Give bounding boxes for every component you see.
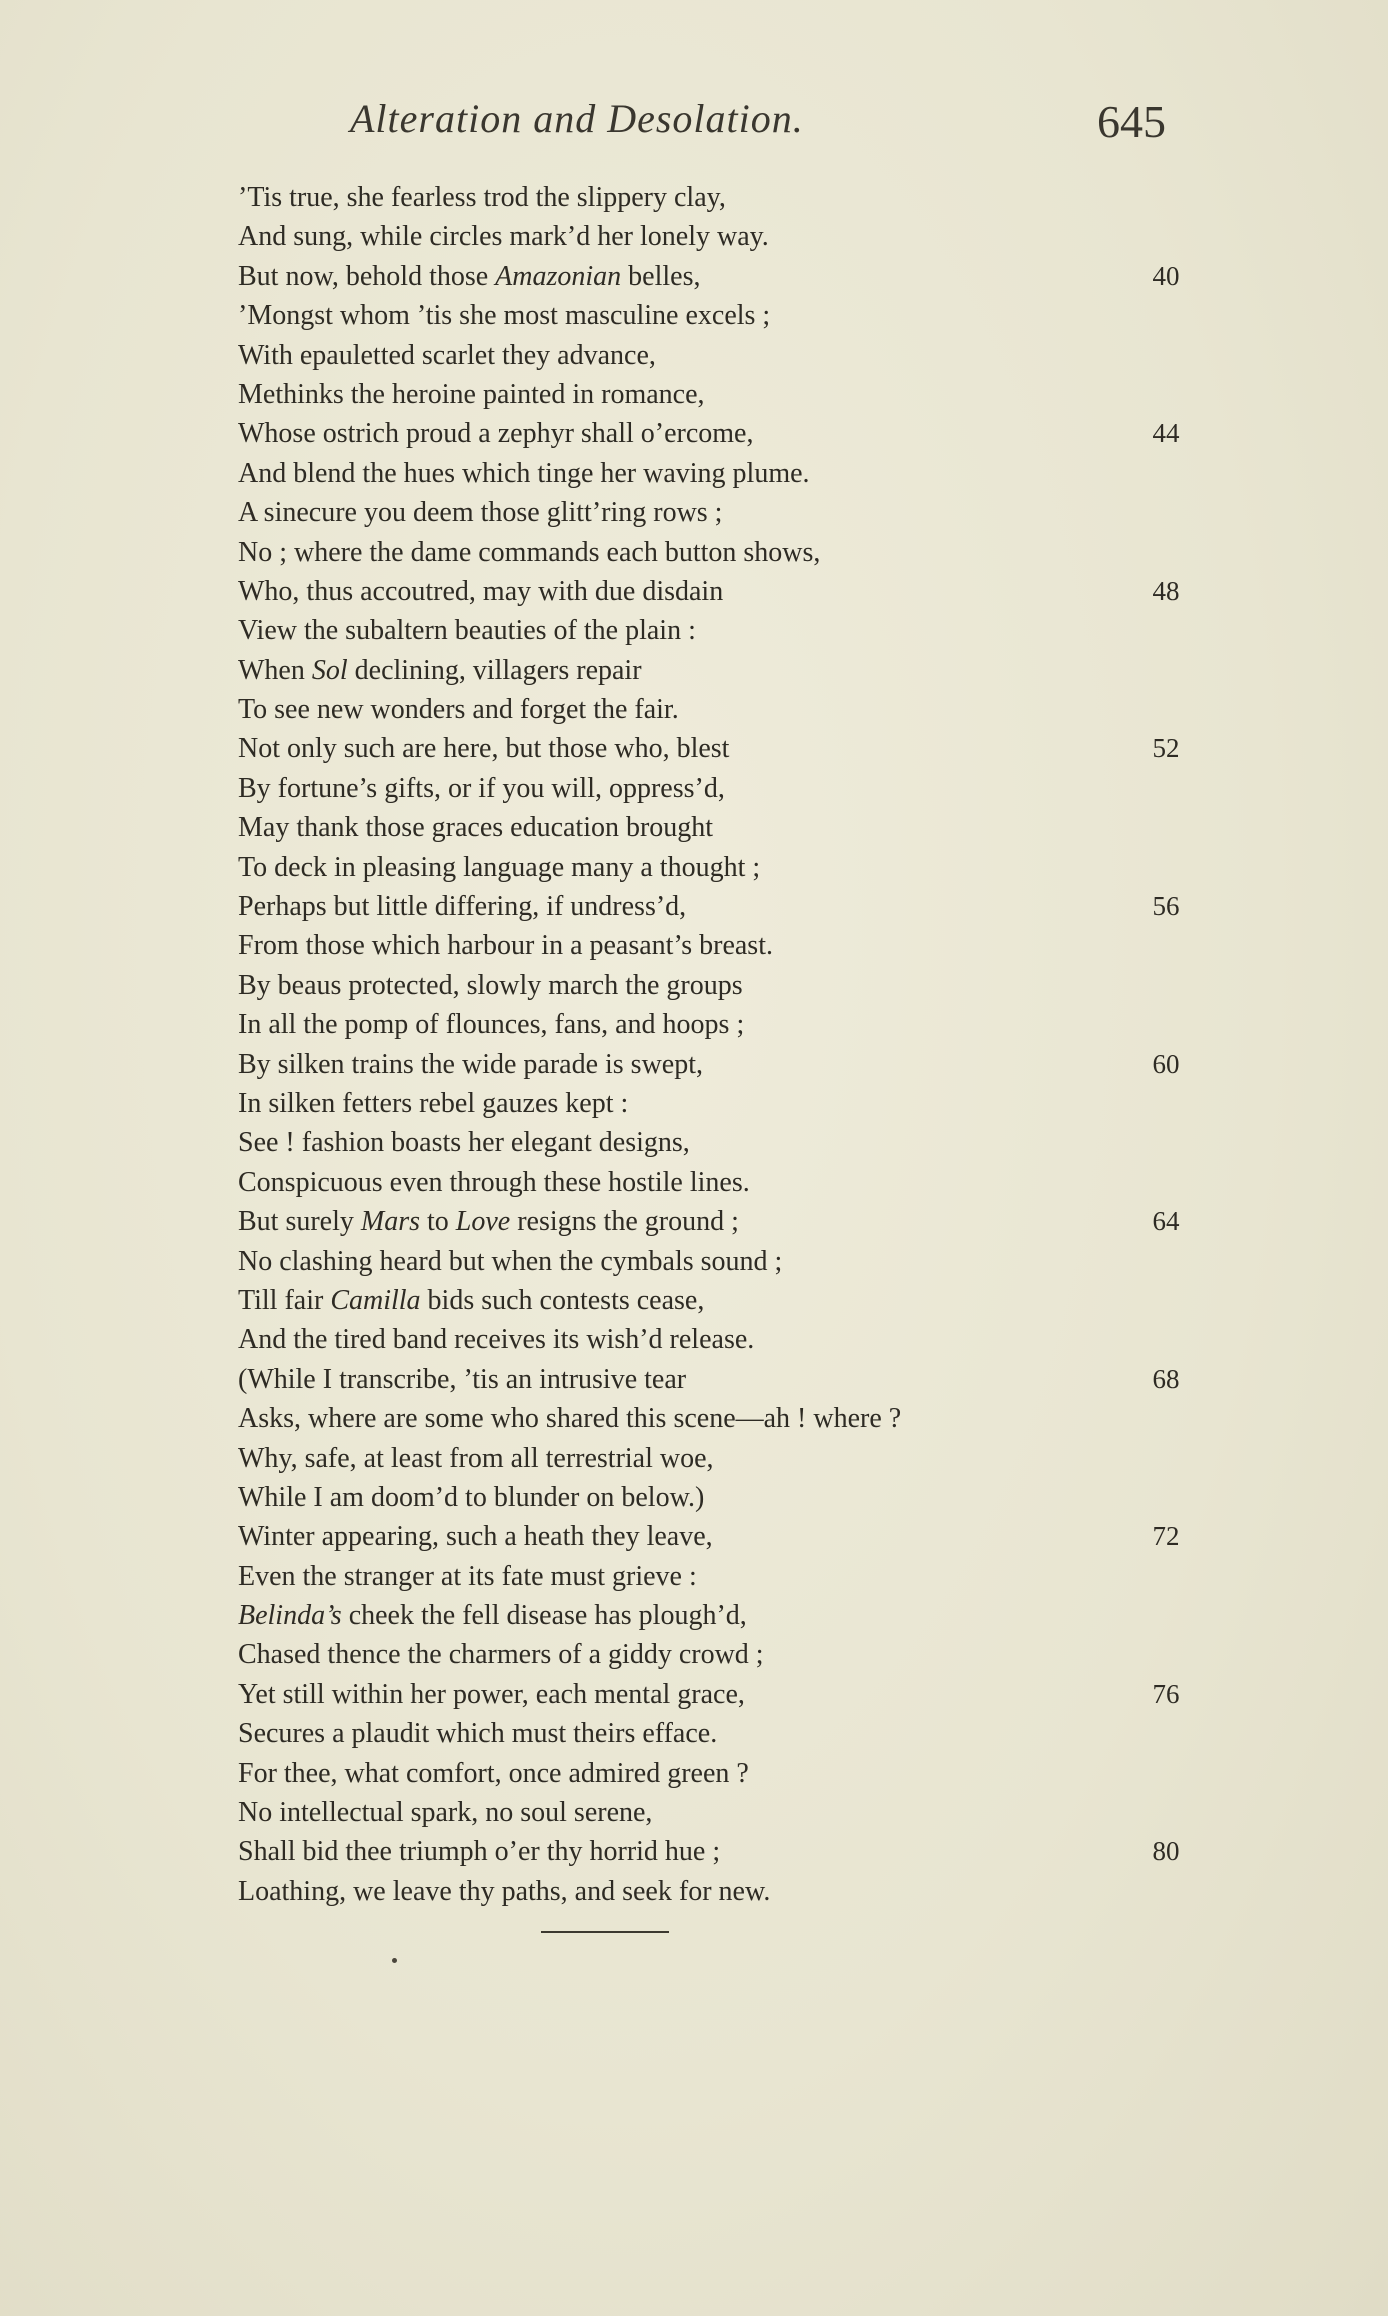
italic-segment: Belinda’s — [238, 1600, 342, 1632]
text-segment: ’Tis true, she fearless trod the slippery clay, — [238, 182, 726, 213]
poem-line — [238, 690, 1198, 729]
line-number: 72 — [1152, 1521, 1180, 1552]
section-divider — [541, 1931, 669, 1933]
poem-line — [238, 1202, 1198, 1241]
line-number: 56 — [1152, 891, 1180, 922]
poem-line-text — [238, 454, 810, 493]
poem-line — [238, 808, 1198, 847]
poem-line-text — [238, 1005, 744, 1044]
poem-line-text — [238, 1439, 714, 1478]
poem-line-text — [238, 611, 696, 650]
text-segment: cheek the fell disease has plough’d, — [341, 1600, 747, 1632]
text-segment: Conspicuous even through these hostile lines. — [238, 1166, 750, 1198]
text-segment: Yet still within her power, each mental grace, — [238, 1678, 745, 1710]
poem-line-text — [238, 1557, 697, 1596]
text-segment: resigns the ground ; — [510, 1206, 739, 1238]
text-segment: From those which harbour in a peasant’s breast. — [238, 930, 773, 962]
poem-line-text — [238, 1045, 703, 1084]
poem-line — [238, 178, 1198, 217]
poem-line — [238, 887, 1198, 926]
poem-line — [238, 1596, 1198, 1635]
poem-line-text — [238, 493, 722, 532]
text-segment: Asks, where are some who shared this scene—ah ! where ? — [238, 1403, 902, 1435]
poem-line — [238, 611, 1198, 650]
text-segment: May thank those graces education brought — [238, 812, 714, 844]
italic-segment: Mars — [360, 1206, 421, 1238]
poem-line — [238, 651, 1198, 690]
text-segment: A sinecure you deem those glitt’ring rows ; — [238, 497, 723, 529]
poem-line — [238, 966, 1198, 1005]
poem-line-text — [238, 966, 743, 1005]
text-segment: When — [238, 654, 312, 686]
poem-line-text — [238, 887, 686, 926]
poem-line — [238, 1360, 1198, 1399]
text-segment: No intellectual spark, no soul serene, — [238, 1797, 653, 1829]
poem-line — [238, 375, 1198, 414]
text-segment: By beaus protected, slowly march the groups — [238, 969, 743, 1001]
poem-line-text — [238, 1360, 686, 1399]
text-segment: To see new wonders and forget the fair. — [238, 694, 679, 726]
poem-line — [238, 729, 1198, 768]
text-segment: By fortune’s gifts, or if you will, oppress’d, — [238, 772, 725, 804]
poem-line-text — [238, 729, 729, 768]
text-segment: Why, safe, at least from all terrestrial woe, — [238, 1442, 714, 1474]
poem-line — [238, 217, 1198, 256]
poem-line-text — [238, 1635, 764, 1674]
text-segment: By silken trains the wide parade is swept, — [238, 1048, 704, 1080]
poem-line-text — [238, 533, 820, 572]
poem-line — [238, 1320, 1198, 1359]
poem-line-text — [238, 1084, 628, 1123]
poem-line-text — [238, 1754, 749, 1793]
text-segment: While I am doom’d to blunder on below.) — [238, 1481, 705, 1513]
poem-line-text — [238, 1596, 747, 1635]
poem-line-text — [238, 217, 769, 256]
line-number: 52 — [1152, 733, 1180, 764]
poem-line — [238, 1557, 1198, 1596]
text-segment: Till fair — [238, 1284, 331, 1316]
poem-line — [238, 1281, 1198, 1320]
text-segment: Winter appearing, such a heath they leave, — [238, 1521, 713, 1553]
text-segment: Methinks the heroine painted in romance, — [238, 378, 705, 410]
poem-line — [238, 1399, 1198, 1438]
poem-line-text — [238, 1320, 754, 1359]
line-number: 80 — [1152, 1836, 1180, 1867]
poem-line-text — [238, 1281, 704, 1320]
poem-line-text — [238, 336, 656, 375]
poem-line — [238, 1005, 1198, 1044]
poem-line-text — [238, 1202, 739, 1241]
text-segment: And blend the hues which tinge her waving plume. — [238, 457, 810, 489]
poem-line — [238, 1478, 1198, 1517]
poem-line-text — [238, 1517, 713, 1556]
italic-segment: Sol — [311, 654, 348, 686]
poem-line-text — [238, 1793, 652, 1832]
italic-segment: Camilla — [330, 1284, 421, 1316]
poem-line — [238, 257, 1198, 296]
text-segment: See ! fashion boasts her elegant designs, — [238, 1127, 690, 1159]
poem-line — [238, 296, 1198, 335]
poem-line — [238, 1635, 1198, 1674]
poem-line-text — [238, 690, 679, 729]
text-segment: Secures a plaudit which must theirs efface. — [238, 1718, 718, 1750]
poem-line — [238, 769, 1198, 808]
poem-line — [238, 454, 1198, 493]
poem-line-text — [238, 1242, 782, 1281]
poem-line-text — [238, 414, 753, 453]
poem-line — [238, 1123, 1198, 1162]
poem-line — [238, 1439, 1198, 1478]
poem-line-text — [238, 1675, 745, 1714]
line-number: 44 — [1152, 418, 1180, 449]
poem-line — [238, 1793, 1198, 1832]
poem-line — [238, 533, 1198, 572]
text-segment: No ; where the dame commands each button shows, — [238, 536, 821, 568]
poem-line-text — [238, 848, 760, 887]
poem-line — [238, 1084, 1198, 1123]
text-segment: And sung, while circles mark’d her lonely way. — [238, 221, 769, 253]
poem-line-text — [238, 926, 773, 965]
text-segment: No clashing heard but when the cymbals sound ; — [238, 1245, 783, 1277]
text-segment: ’Mongst whom ’tis she most masculine excels ; — [238, 300, 771, 332]
running-header-title: Alteration and Desolation. — [350, 96, 804, 141]
text-segment: bids such contests cease, — [420, 1284, 705, 1316]
poem-line — [238, 1517, 1198, 1556]
page-number: 645 — [1097, 96, 1166, 147]
poem-line — [238, 1242, 1198, 1281]
text-segment: declining, villagers repair — [347, 654, 642, 686]
poem-line — [238, 1832, 1198, 1871]
text-segment: Even the stranger at its fate must grieve : — [238, 1560, 697, 1592]
poem-line-text — [238, 296, 770, 335]
text-segment: Perhaps but little differing, if undress’d, — [238, 891, 687, 923]
line-number: 48 — [1152, 575, 1180, 606]
text-segment: With epauletted scarlet they advance, — [238, 339, 656, 371]
text-segment: Whose ostrich proud a zephyr shall o’ercome, — [238, 418, 754, 450]
poem-line-text — [238, 651, 642, 690]
poem-line — [238, 572, 1198, 611]
text-segment: to — [420, 1206, 456, 1238]
poem-line-text — [238, 1872, 770, 1911]
line-number: 68 — [1152, 1363, 1180, 1394]
text-segment: In all the pomp of flounces, fans, and hoops ; — [238, 1009, 745, 1041]
poem-line — [238, 1714, 1198, 1753]
text-segment: For thee, what comfort, once admired green ? — [238, 1757, 749, 1789]
poem-line-text — [238, 572, 723, 611]
line-number: 76 — [1152, 1678, 1180, 1709]
poem-line — [238, 336, 1198, 375]
text-segment: View the subaltern beauties of the plain : — [238, 615, 696, 647]
poem-line — [238, 1754, 1198, 1793]
poem-line-text — [238, 1478, 704, 1517]
text-segment: In silken fetters rebel gauzes kept : — [238, 1087, 629, 1119]
text-segment: Loathing, we leave thy paths, and seek for new. — [238, 1875, 771, 1907]
text-segment: Who, thus accoutred, may with due disdain — [238, 575, 724, 607]
poem-line — [238, 493, 1198, 532]
text-segment: Shall bid thee triumph o’er thy horrid hue ; — [238, 1836, 721, 1868]
poem-line — [238, 1163, 1198, 1202]
poem-line-text — [238, 1399, 901, 1438]
line-number: 60 — [1152, 1048, 1180, 1079]
text-segment: Chased thence the charmers of a giddy crowd ; — [238, 1639, 764, 1671]
poem-line — [238, 414, 1198, 453]
poem-line — [238, 1045, 1198, 1084]
poem-body — [238, 178, 1198, 1911]
poem-line-text — [238, 1123, 690, 1162]
text-segment: But now, behold those — [238, 260, 496, 292]
text-segment: belles, — [621, 260, 701, 292]
poem-line-text — [238, 257, 700, 296]
italic-segment: Amazonian — [495, 260, 622, 292]
poem-line-text — [238, 1163, 750, 1202]
poem-line-text — [238, 1832, 720, 1871]
poem-line — [238, 1675, 1198, 1714]
text-segment: And the tired band receives its wish’d release. — [238, 1324, 755, 1356]
print-speck — [392, 1958, 397, 1963]
line-number: 40 — [1152, 260, 1180, 291]
poem-line — [238, 1872, 1198, 1911]
text-segment: Not only such are here, but those who, blest — [238, 733, 730, 765]
italic-segment: Love — [455, 1206, 511, 1238]
poem-line-text — [238, 769, 725, 808]
poem-line-text — [238, 808, 713, 847]
text-segment: But surely — [238, 1206, 361, 1238]
poem-line-text — [238, 178, 726, 217]
text-segment: To deck in pleasing language many a thought ; — [238, 851, 761, 883]
text-segment: (While I transcribe, ’tis an intrusive tear — [238, 1363, 687, 1395]
poem-line — [238, 926, 1198, 965]
poem-line-text — [238, 1714, 717, 1753]
line-number: 64 — [1152, 1206, 1180, 1237]
poem-line-text — [238, 375, 705, 414]
poem-line — [238, 848, 1198, 887]
